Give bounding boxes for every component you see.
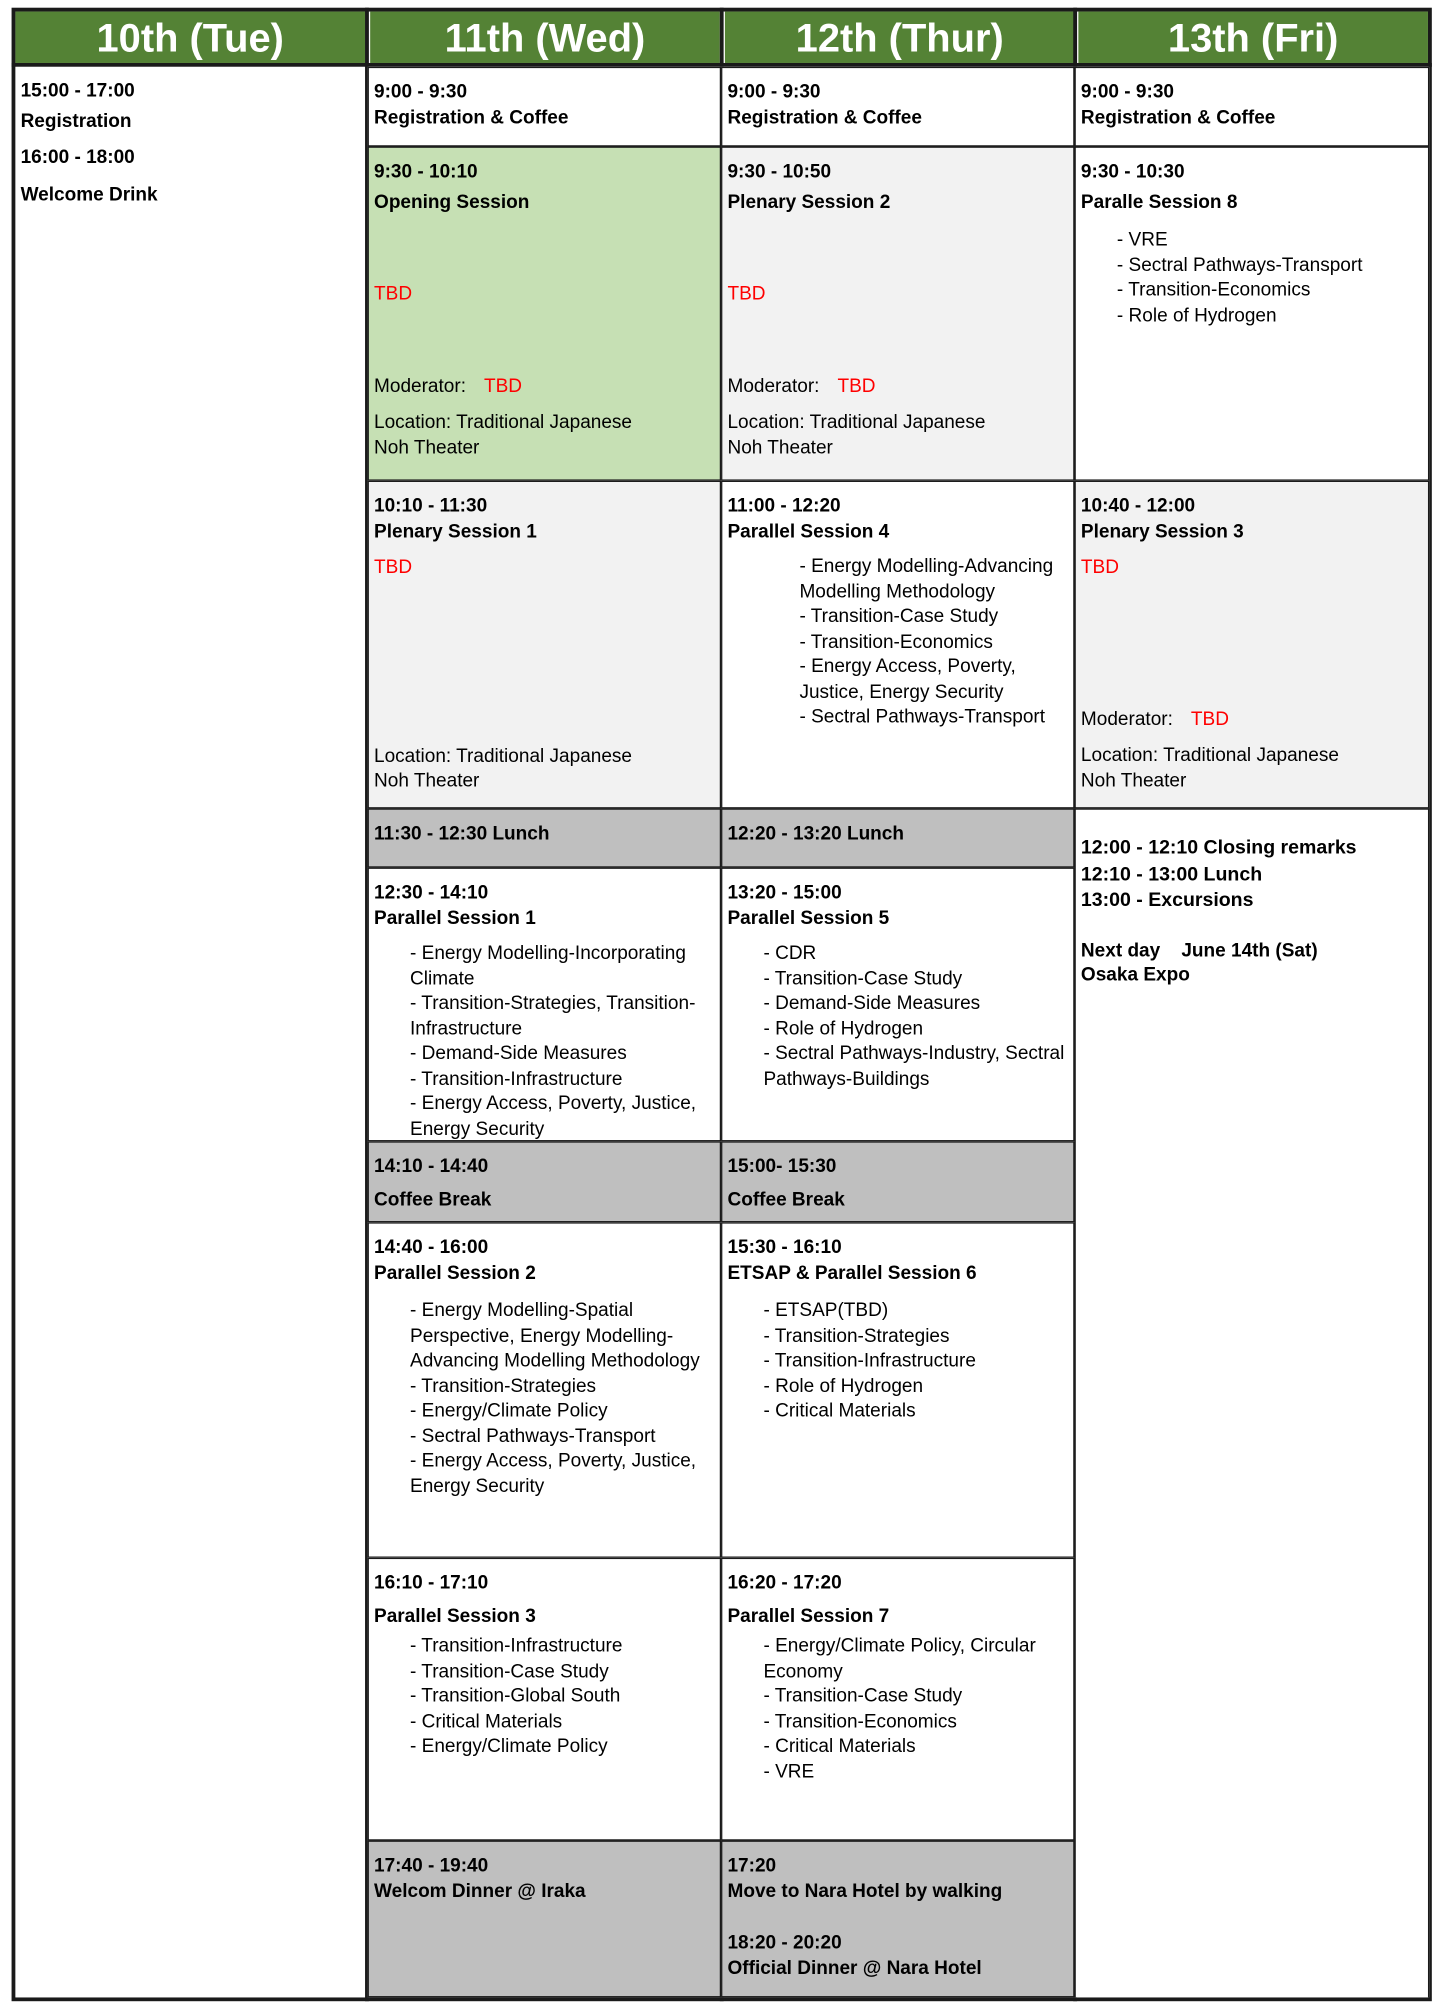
closing-remarks: 12:00 - 12:10 Closing remarks [1080,836,1357,859]
topic-item: - Transition-Strategies, Transition-Infrastructure [410,993,696,1040]
topic-list [410,1299,715,1500]
session-time: 9:30 - 10:30 [1080,161,1185,183]
session-time: 12:30 - 14:10 [374,883,489,904]
moderator-value: TBD [1190,708,1229,730]
thu-parallel-session-7 [721,1558,1074,1841]
thu-registration-cell [721,67,1074,147]
tbd-label: TBD [374,557,413,579]
wed-parallel-session-2 [368,1222,721,1557]
topic-item: - Transition-Strategies [410,1375,597,1397]
topic-item: - Role of Hydrogen [1116,305,1277,326]
topic-item: - Critical Materials [763,1736,916,1758]
session-title: Registration & Coffee [1080,107,1276,128]
topic-list [799,555,1068,730]
topic-item: - Transition-Economics [799,631,993,653]
topic-item: - ETSAP(TBD) [763,1300,889,1322]
session-title: Plenary Session 1 [374,521,537,542]
topic-list [1117,229,1423,329]
tue-registration: Registration [20,111,132,132]
topic-item: - Transition-Infrastructure [410,1636,623,1657]
wed-dinner [368,1841,721,1998]
thu-lunch [721,808,1074,867]
wed-lunch [368,808,721,867]
moderator-line [1081,708,1423,733]
topic-item: - Demand-Side Measures [763,993,981,1015]
tue-welcome-time: 16:00 - 18:00 [20,147,135,169]
topic-item: - Transition-Case Study [763,968,963,990]
session-title: Paralle Session 8 [1080,192,1238,213]
moderator-line [374,375,715,400]
session-time: 9:00 - 9:30 [374,82,468,103]
session-time: 13:20 - 15:00 [727,883,842,904]
moderator-label: Moderator: [727,375,820,397]
location: Location: Traditional Japanese Noh Theater [1080,745,1339,792]
moderator-value: TBD [483,375,523,397]
move-title: Move to Nara Hotel by walking [727,1881,1003,1902]
moderator-value: TBD [837,375,876,397]
closing-lunch: 12:10 - 13:00 Lunch [1080,863,1263,885]
break-time: 14:10 - 14:40 [374,1156,489,1178]
session-title: Plenary Session 3 [1080,521,1244,542]
osaka-expo: Osaka Expo [1080,965,1190,986]
tue-column [15,67,365,1998]
day-header-thu: 12th (Thur) [725,12,1075,63]
topic-item: - Sectral Pathways-Transport [410,1426,656,1447]
session-time: 16:20 - 17:20 [727,1573,842,1594]
thu-plenary-session-2 [721,147,1074,481]
dinner-title: Official Dinner @ Nara Hotel [727,1958,982,1979]
session-time: 10:10 - 11:30 [374,496,488,517]
topic-list [763,942,1068,1092]
session-time: 14:40 - 16:00 [374,1237,489,1259]
wed-coffee-break [368,1141,721,1222]
topic-item: - Critical Materials [763,1400,916,1422]
session-title: Plenary Session 2 [727,192,891,213]
topic-list [410,1635,715,1760]
day-header-wed: 11th (Wed) [370,12,720,63]
closing-excursions: 13:00 - Excursions [1080,889,1254,912]
fri-registration-cell [1075,67,1430,147]
thu-parallel-session-5 [721,868,1074,1142]
location: Location: Traditional Japanese Noh Theater [374,746,633,792]
topic-item: - Energy/Climate Policy, Circular Economy [763,1636,1036,1682]
session-time: 16:10 - 17:10 [374,1573,489,1594]
dinner-time: 17:40 - 19:40 [374,1855,489,1877]
location: Location: Traditional Japanese Noh Theater [727,412,986,459]
tue-welcome-drink: Welcome Drink [20,184,158,206]
session-title: Parallel Session 7 [727,1605,890,1627]
break-time: 15:00- 15:30 [727,1156,837,1178]
session-title: ETSAP & Parallel Session 6 [727,1262,977,1284]
thu-coffee-break [721,1141,1074,1222]
session-time: 9:00 - 9:30 [1080,82,1174,103]
topic-item: - Energy Modelling-Spatial Perspective, Energy Modelling-Advancing Modelling Methodology [410,1300,700,1372]
session-title: Parallel Session 1 [374,908,536,929]
topic-item: - VRE [763,1761,815,1783]
session-title: Parallel Session 2 [374,1262,536,1284]
topic-item: - Transition-Case Study [410,1661,609,1682]
topic-item: - Sectral Pathways-Transport [799,706,1046,728]
lunch-label: 11:30 - 12:30 Lunch [374,823,550,845]
wed-parallel-session-1 [368,868,721,1142]
day-header-tue: 10th (Tue) [15,12,365,63]
topic-item: - Sectral Pathways-Transport [1116,255,1363,276]
topic-list [763,1299,1068,1424]
fri-closing [1075,808,1430,1997]
moderator-label: Moderator: [1080,708,1173,730]
session-time: 15:30 - 16:10 [727,1237,842,1259]
topic-item: - Energy Access, Poverty, Justice, Energy Security [410,1451,697,1497]
session-title: Opening Session [374,192,530,213]
topic-item: - Transition-Global South [410,1686,621,1707]
session-time: 11:00 - 12:20 [727,496,841,517]
tue-registration-time: 15:00 - 17:00 [20,80,135,102]
topic-item: - Energy Modelling-Incorporating Climate [410,943,686,990]
topic-item: - CDR [763,943,817,964]
next-day: Next day June 14th (Sat) [1080,940,1318,961]
topic-item: - Energy Access, Poverty, Justice, Energy Security [410,1093,697,1140]
tbd-label: TBD [374,284,413,305]
topic-item: - Transition-Case Study [799,606,999,628]
session-title: Registration & Coffee [374,107,569,128]
break-title: Coffee Break [374,1189,492,1211]
thu-parallel-session-4 [721,481,1074,809]
session-title: Registration & Coffee [727,107,922,128]
wed-opening-session [368,147,721,481]
topic-list [763,1635,1068,1785]
thu-parallel-session-6 [721,1222,1074,1557]
topic-item: - Demand-Side Measures [410,1043,627,1065]
session-title: Parallel Session 3 [374,1605,536,1627]
session-time: 9:30 - 10:50 [727,161,832,183]
topic-item: - Transition-Economics [763,1711,957,1732]
day-header-fri: 13th (Fri) [1078,12,1428,63]
topic-item: - Sectral Pathways-Industry, Sectral Pathways-Buildings [763,1043,1065,1090]
dinner-time: 18:20 - 20:20 [727,1933,842,1954]
topic-item: - Energy/Climate Policy [410,1400,608,1422]
topic-item: - Transition-Strategies [763,1325,950,1347]
topic-item: - Transition-Infrastructure [763,1350,976,1372]
topic-item: - Energy/Climate Policy [410,1736,608,1758]
session-time: 9:00 - 9:30 [727,82,821,103]
dinner-title: Welcom Dinner @ Iraka [374,1881,586,1902]
break-title: Coffee Break [727,1189,845,1211]
topic-item: - Transition-Infrastructure [410,1068,623,1090]
topic-list [410,942,715,1141]
tbd-label: TBD [1080,557,1119,579]
thu-dinner [721,1841,1074,1998]
wed-registration-cell [368,67,721,147]
topic-item: - Transition-Economics [1116,280,1311,301]
fri-plenary-session-3 [1075,481,1430,809]
topic-item: - Energy Access, Poverty, Justice, Energy Security [799,656,1016,703]
tbd-label: TBD [727,284,766,305]
topic-item: - VRE [1116,230,1168,251]
session-time: 9:30 - 10:10 [374,161,478,183]
wed-parallel-session-3 [368,1558,721,1841]
move-time: 17:20 [727,1855,777,1877]
moderator-label: Moderator: [374,375,467,397]
session-title: Parallel Session 4 [727,521,890,542]
topic-item: - Energy Modelling-Advancing Modelling Methodology [799,556,1054,603]
fri-parallel-session-8 [1075,147,1430,481]
lunch-label: 12:20 - 13:20 Lunch [727,823,905,845]
moderator-line [727,375,1068,400]
topic-item: - Role of Hydrogen [763,1375,924,1397]
topic-item: - Role of Hydrogen [763,1018,924,1040]
wed-plenary-session-1 [368,481,721,809]
topic-item: - Transition-Case Study [763,1686,963,1707]
topic-item: - Critical Materials [410,1711,563,1732]
session-time: 10:40 - 12:00 [1080,496,1196,517]
location: Location: Traditional Japanese Noh Theater [374,412,633,459]
session-title: Parallel Session 5 [727,908,890,929]
